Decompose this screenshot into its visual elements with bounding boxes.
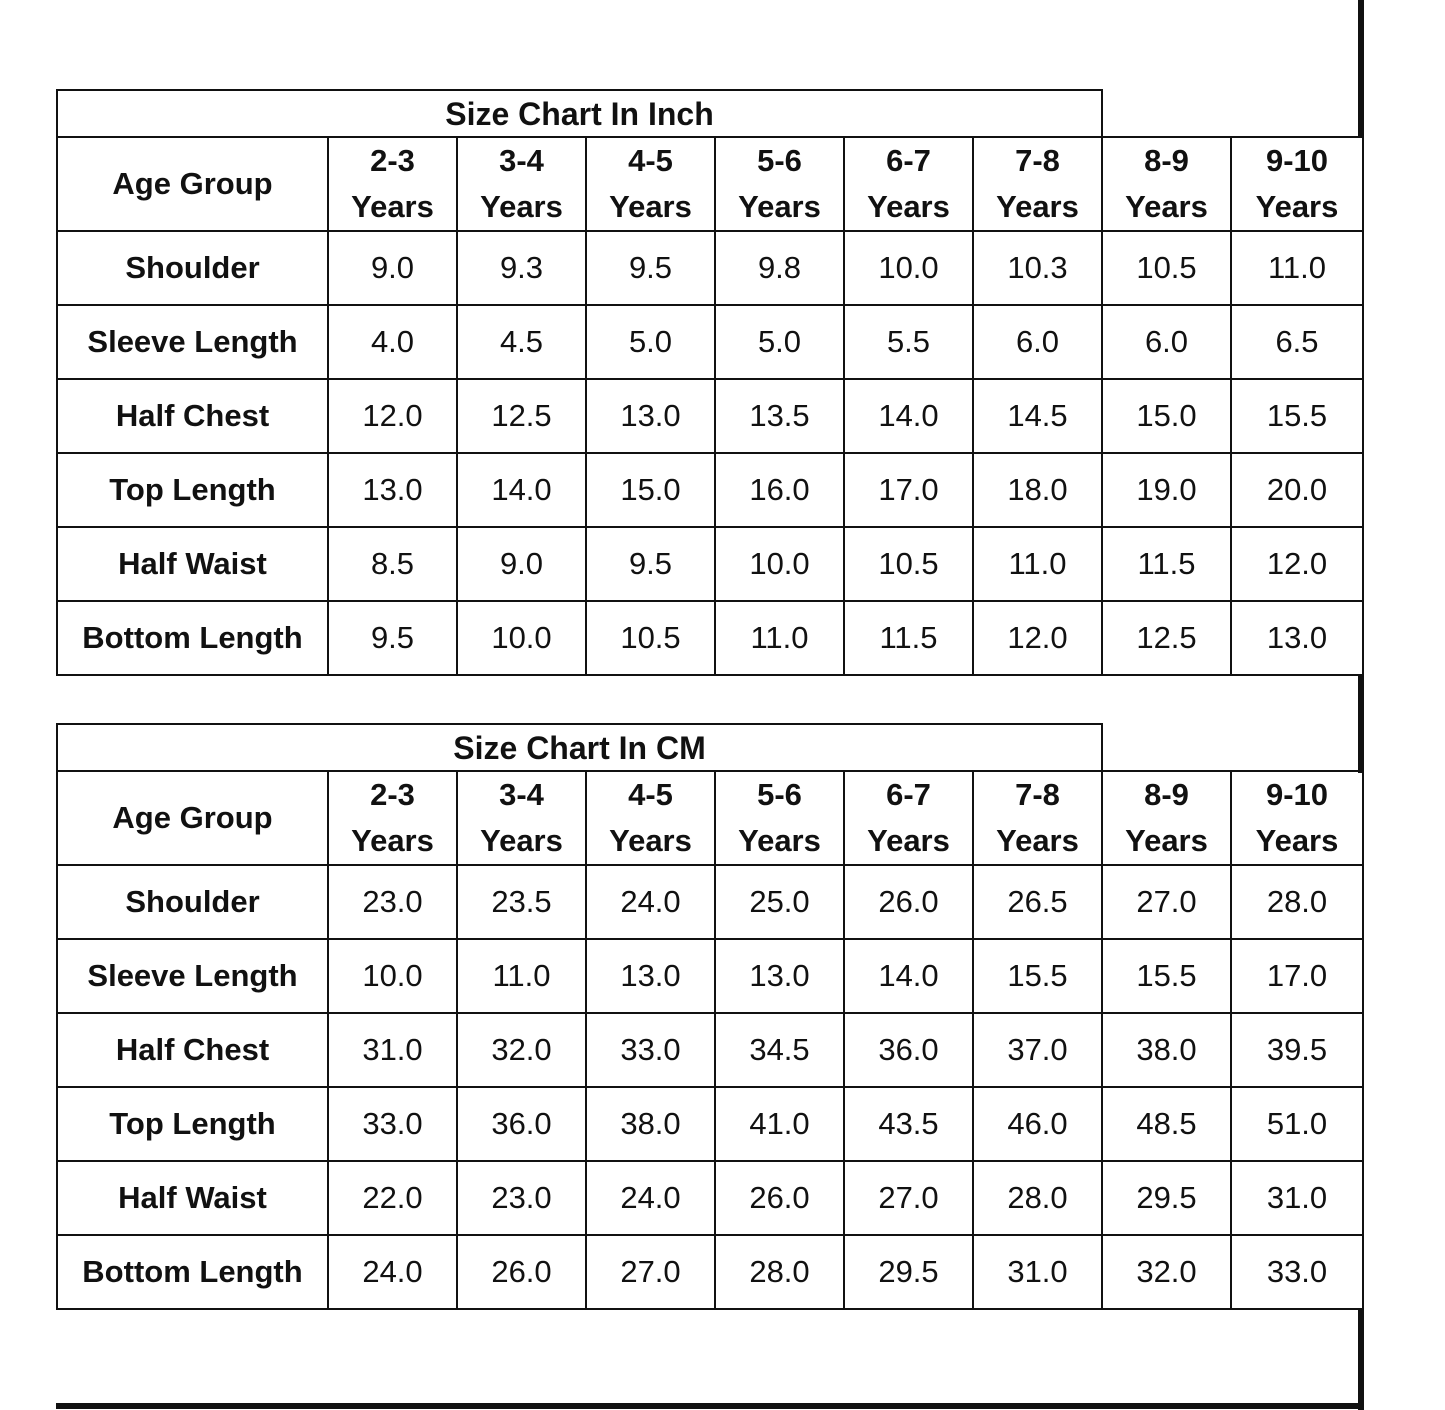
table-row <box>57 1013 1363 1087</box>
table-cell: 6.0 <box>1102 305 1231 379</box>
table-row <box>57 527 1363 601</box>
age-header <box>1102 137 1231 231</box>
table-cell: 5.0 <box>586 305 715 379</box>
table-cell: 48.5 <box>1102 1087 1231 1161</box>
table-cell: 31.0 <box>1231 1161 1363 1235</box>
table-row <box>57 939 1363 1013</box>
table-cell: 28.0 <box>1231 865 1363 939</box>
age-range: 5-6 <box>757 777 802 812</box>
age-range: 6-7 <box>886 777 931 812</box>
border-edge-bottom <box>56 1403 1364 1409</box>
age-range: 8-9 <box>1144 777 1189 812</box>
table-cell: 29.5 <box>1102 1161 1231 1235</box>
table-cell: 17.0 <box>844 453 973 527</box>
table-cell: 11.5 <box>844 601 973 675</box>
table-cell: 28.0 <box>715 1235 844 1309</box>
table-row <box>57 305 1363 379</box>
size-chart-inch <box>56 89 1362 679</box>
table-cell: 27.0 <box>1102 865 1231 939</box>
table-cell: 39.5 <box>1231 1013 1363 1087</box>
age-unit: Years <box>738 823 821 858</box>
age-header <box>1102 771 1231 865</box>
row-label: Shoulder <box>57 865 328 939</box>
row-label: Bottom Length <box>57 1235 328 1309</box>
table-row <box>57 231 1363 305</box>
table-cell: 12.5 <box>1102 601 1231 675</box>
age-header <box>457 137 586 231</box>
table-cell: 24.0 <box>328 1235 457 1309</box>
table-cell: 14.0 <box>457 453 586 527</box>
age-header <box>457 771 586 865</box>
table-cell: 13.0 <box>586 939 715 1013</box>
table-cell: 9.5 <box>328 601 457 675</box>
size-chart-cm <box>56 723 1362 1313</box>
table-row <box>57 1087 1363 1161</box>
age-header <box>715 137 844 231</box>
table-cell: 14.0 <box>844 379 973 453</box>
table-cell: 15.5 <box>1102 939 1231 1013</box>
age-range: 4-5 <box>628 777 673 812</box>
table-cell: 15.0 <box>1102 379 1231 453</box>
age-range: 5-6 <box>757 143 802 178</box>
table-cell: 19.0 <box>1102 453 1231 527</box>
table-cell: 10.0 <box>715 527 844 601</box>
table-cell: 12.0 <box>973 601 1102 675</box>
table-cell: 10.5 <box>586 601 715 675</box>
table-cell: 15.5 <box>973 939 1102 1013</box>
table-cell: 41.0 <box>715 1087 844 1161</box>
table-cell: 6.0 <box>973 305 1102 379</box>
age-header <box>844 137 973 231</box>
row-label: Half Waist <box>57 1161 328 1235</box>
table-cell: 9.8 <box>715 231 844 305</box>
table-cell: 33.0 <box>1231 1235 1363 1309</box>
age-unit: Years <box>996 823 1079 858</box>
age-header <box>715 771 844 865</box>
age-range: 9-10 <box>1265 143 1329 178</box>
age-header <box>973 771 1102 865</box>
table-cell: 13.0 <box>1231 601 1363 675</box>
table-cell: 33.0 <box>586 1013 715 1087</box>
table-cell: 14.0 <box>844 939 973 1013</box>
table-cell: 37.0 <box>973 1013 1102 1087</box>
table-cell: 12.0 <box>328 379 457 453</box>
age-header <box>586 137 715 231</box>
table-cell: 23.0 <box>328 865 457 939</box>
age-unit: Years <box>351 823 434 858</box>
age-unit: Years <box>609 823 692 858</box>
table-row <box>57 379 1363 453</box>
age-range: 8-9 <box>1144 143 1189 178</box>
header-row <box>57 771 1363 865</box>
age-range: 3-4 <box>499 777 544 812</box>
table-cell: 32.0 <box>457 1013 586 1087</box>
table-cell: 10.3 <box>973 231 1102 305</box>
table-cell: 51.0 <box>1231 1087 1363 1161</box>
table-cell: 23.0 <box>457 1161 586 1235</box>
table-cell: 9.0 <box>328 231 457 305</box>
table-cell: 15.5 <box>1231 379 1363 453</box>
age-group-label: Age Group <box>57 771 328 865</box>
table-cell: 9.5 <box>586 527 715 601</box>
chart-title: Size Chart In Inch <box>56 89 1103 137</box>
table-cell: 34.5 <box>715 1013 844 1087</box>
table-cell: 4.0 <box>328 305 457 379</box>
table-cell: 13.0 <box>586 379 715 453</box>
table-cell: 5.5 <box>844 305 973 379</box>
table-cell: 31.0 <box>973 1235 1102 1309</box>
age-range: 2-3 <box>370 143 415 178</box>
table-row <box>57 601 1363 675</box>
row-label: Half Waist <box>57 527 328 601</box>
table-cell: 26.5 <box>973 865 1102 939</box>
row-label: Half Chest <box>57 1013 328 1087</box>
age-header <box>328 771 457 865</box>
size-table <box>56 136 1364 676</box>
age-range: 7-8 <box>1015 777 1060 812</box>
age-unit: Years <box>738 189 821 224</box>
age-unit: Years <box>1125 189 1208 224</box>
table-cell: 11.0 <box>715 601 844 675</box>
table-cell: 17.0 <box>1231 939 1363 1013</box>
table-cell: 11.0 <box>1231 231 1363 305</box>
table-cell: 11.0 <box>973 527 1102 601</box>
table-cell: 33.0 <box>328 1087 457 1161</box>
table-cell: 18.0 <box>973 453 1102 527</box>
table-cell: 9.0 <box>457 527 586 601</box>
table-cell: 31.0 <box>328 1013 457 1087</box>
border-edge-bottom-right <box>1358 1308 1364 1410</box>
table-cell: 13.0 <box>328 453 457 527</box>
table-cell: 26.0 <box>844 865 973 939</box>
table-cell: 26.0 <box>715 1161 844 1235</box>
row-label: Shoulder <box>57 231 328 305</box>
table-row <box>57 1235 1363 1309</box>
age-group-label: Age Group <box>57 137 328 231</box>
table-cell: 10.0 <box>844 231 973 305</box>
age-unit: Years <box>867 189 950 224</box>
table-cell: 36.0 <box>844 1013 973 1087</box>
age-range: 2-3 <box>370 777 415 812</box>
table-cell: 4.5 <box>457 305 586 379</box>
size-table <box>56 770 1364 1310</box>
table-cell: 46.0 <box>973 1087 1102 1161</box>
table-cell: 24.0 <box>586 865 715 939</box>
age-unit: Years <box>996 189 1079 224</box>
table-row <box>57 1161 1363 1235</box>
table-cell: 14.5 <box>973 379 1102 453</box>
table-cell: 43.5 <box>844 1087 973 1161</box>
age-range: 4-5 <box>628 143 673 178</box>
age-range: 9-10 <box>1265 777 1329 812</box>
table-cell: 15.0 <box>586 453 715 527</box>
table-cell: 5.0 <box>715 305 844 379</box>
row-label: Sleeve Length <box>57 939 328 1013</box>
row-label: Bottom Length <box>57 601 328 675</box>
table-cell: 10.5 <box>1102 231 1231 305</box>
age-unit: Years <box>480 189 563 224</box>
table-cell: 23.5 <box>457 865 586 939</box>
table-cell: 13.0 <box>715 939 844 1013</box>
table-cell: 9.5 <box>586 231 715 305</box>
table-cell: 8.5 <box>328 527 457 601</box>
table-cell: 10.0 <box>328 939 457 1013</box>
table-cell: 12.0 <box>1231 527 1363 601</box>
table-cell: 6.5 <box>1231 305 1363 379</box>
row-label: Half Chest <box>57 379 328 453</box>
age-header <box>973 137 1102 231</box>
table-cell: 10.5 <box>844 527 973 601</box>
table-cell: 20.0 <box>1231 453 1363 527</box>
age-header <box>586 771 715 865</box>
table-cell: 36.0 <box>457 1087 586 1161</box>
age-unit: Years <box>1255 823 1339 858</box>
age-range: 7-8 <box>1015 143 1060 178</box>
table-cell: 28.0 <box>973 1161 1102 1235</box>
table-row <box>57 453 1363 527</box>
age-unit: Years <box>1255 189 1339 224</box>
age-range: 6-7 <box>886 143 931 178</box>
age-unit: Years <box>1125 823 1208 858</box>
row-label: Top Length <box>57 453 328 527</box>
row-label: Sleeve Length <box>57 305 328 379</box>
table-cell: 9.3 <box>457 231 586 305</box>
table-cell: 27.0 <box>586 1235 715 1309</box>
table-cell: 22.0 <box>328 1161 457 1235</box>
chart-title: Size Chart In CM <box>56 723 1103 771</box>
table-cell: 11.0 <box>457 939 586 1013</box>
table-cell: 27.0 <box>844 1161 973 1235</box>
table-cell: 26.0 <box>457 1235 586 1309</box>
table-cell: 24.0 <box>586 1161 715 1235</box>
table-cell: 38.0 <box>1102 1013 1231 1087</box>
table-cell: 10.0 <box>457 601 586 675</box>
header-row <box>57 137 1363 231</box>
table-cell: 13.5 <box>715 379 844 453</box>
table-cell: 29.5 <box>844 1235 973 1309</box>
age-range: 3-4 <box>499 143 544 178</box>
age-unit: Years <box>609 189 692 224</box>
age-unit: Years <box>351 189 434 224</box>
row-label: Top Length <box>57 1087 328 1161</box>
table-cell: 12.5 <box>457 379 586 453</box>
table-cell: 38.0 <box>586 1087 715 1161</box>
age-header <box>1231 771 1363 865</box>
table-cell: 25.0 <box>715 865 844 939</box>
table-cell: 32.0 <box>1102 1235 1231 1309</box>
age-unit: Years <box>480 823 563 858</box>
age-header <box>328 137 457 231</box>
table-cell: 11.5 <box>1102 527 1231 601</box>
age-header <box>844 771 973 865</box>
table-cell: 16.0 <box>715 453 844 527</box>
age-unit: Years <box>867 823 950 858</box>
table-row <box>57 865 1363 939</box>
age-header <box>1231 137 1363 231</box>
